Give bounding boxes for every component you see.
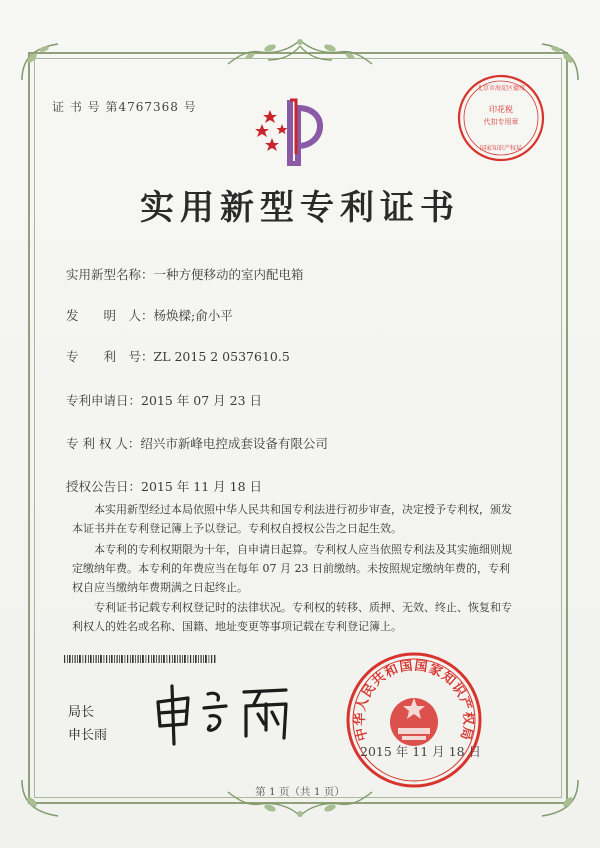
paragraph-legal-status: 专利证书记载专利权登记时的法律状况。专利权的转移、质押、无效、终止、恢复和专利权人的姓名或名称、国籍、地址变更等事项记载在专利登记簿上。 — [72, 601, 512, 633]
paragraph-grant-statement: 本实用新型经过本局依照中华人民共和国专利法进行初步审查，决定授予专利权，颁发本证书并在专利登记簿上予以登记。专利权自授权公告之日起生效。 — [72, 503, 512, 535]
field-label: 专利申请日： — [66, 393, 142, 408]
field-value: 一种方便移动的室内配电箱 — [153, 267, 304, 282]
field-row-grant-date — [66, 477, 262, 495]
svg-text:印花税: 印花税 — [489, 105, 513, 114]
svg-text:北京市海淀区德茂: 北京市海淀区德茂 — [476, 85, 526, 92]
certificate-title: 实用新型专利证书 — [140, 188, 460, 228]
paragraph-term-and-fees: 本专利的专利权期限为十年，自申请日起算。专利权人应当依照专利法及其实施细则规定缴纳年费。本专利的年费应当在每年 07 月 23 日前缴纳。未按照规定缴纳年费的，专利权自应当缴纳年费期满之日起终止。 — [72, 543, 512, 594]
tax-stamp-seal — [455, 72, 547, 164]
handwritten-signature — [148, 680, 298, 748]
seal-date: 2015 年 11 月 18 日 — [360, 744, 481, 759]
field-label: 专 利 权 人： — [66, 436, 141, 451]
svg-text:国家知识产权局: 国家知识产权局 — [479, 145, 523, 152]
field-label: 发 明 人： — [66, 308, 154, 323]
field-value: 绍兴市新峰电控成套设备有限公司 — [140, 436, 328, 451]
signature-role: 局长 — [68, 705, 95, 720]
field-row-utility-model-name — [66, 265, 304, 283]
field-value: 2015 年 11 月 18 日 — [141, 479, 263, 494]
page-footer: 第 1 页（共 1 页） — [255, 786, 345, 798]
svg-text:代扣专用章: 代扣专用章 — [483, 118, 519, 126]
field-label: 专 利 号： — [66, 349, 154, 364]
patent-office-logo — [252, 94, 332, 166]
field-row-inventors — [66, 306, 233, 324]
signature-name: 申长雨 — [68, 728, 108, 743]
field-label: 实用新型名称： — [66, 267, 154, 282]
field-row-patent-number — [66, 347, 290, 365]
field-row-patentee — [66, 434, 328, 452]
corner-ornament-top-left — [18, 40, 64, 86]
field-value: 2015 年 07 月 23 日 — [141, 393, 263, 408]
official-seal — [344, 650, 484, 790]
field-label: 授权公告日： — [66, 479, 142, 494]
barcode — [64, 655, 216, 663]
svg-text:中华人民共和国国家知识产权局: 中华人民共和国国家知识产权局 — [352, 658, 476, 743]
field-value: ZL 2015 2 0537610.5 — [153, 349, 290, 364]
top-ornament — [220, 36, 380, 70]
field-row-application-date — [66, 391, 262, 409]
field-value: 杨焕樑;俞小平 — [153, 308, 233, 323]
certificate-number: 证 书 号 第4767368 号 — [52, 100, 197, 114]
